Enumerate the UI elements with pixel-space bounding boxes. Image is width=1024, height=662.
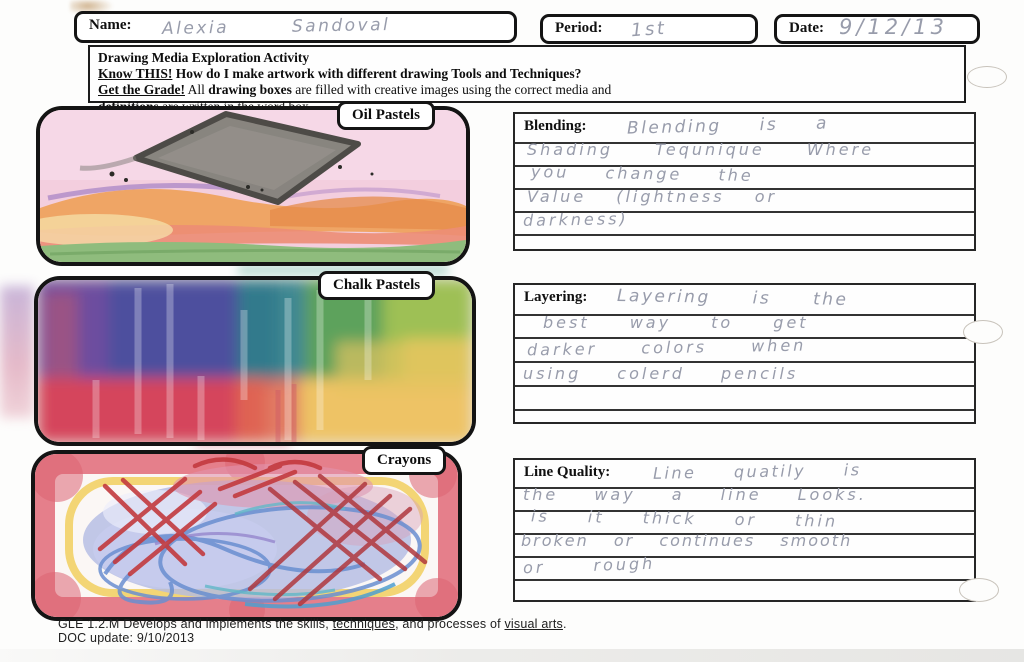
layering-handwriting-line-1: Layering is the xyxy=(616,285,849,311)
hole-punch-top xyxy=(967,66,1007,88)
scanner-edge-shadow xyxy=(0,649,1024,662)
blending-handwriting-line-3: you change the xyxy=(530,162,754,185)
know-this-text: How do I make artwork with different drawing Tools and Techniques? xyxy=(172,66,582,82)
chalk-pastels-drawing-box xyxy=(34,276,476,446)
line-quality-handwriting-line-3: is it thick or thin xyxy=(530,506,839,531)
get-grade-lead: Get the Grade! xyxy=(98,82,185,98)
blending-handwriting-line-5: darkness) xyxy=(522,209,629,230)
gle-text-1: GLE 1.2.M Develops and implements the skills, xyxy=(58,617,333,631)
chalk-pastels-label-text: Chalk Pastels xyxy=(333,277,421,293)
line-quality-handwriting-line-5: or rough xyxy=(522,553,656,578)
instructions-title: Drawing Media Exploration Activity xyxy=(98,50,310,65)
chalk-smudge-left xyxy=(0,286,34,418)
gle-underline-visual-arts: visual arts xyxy=(504,617,563,631)
get-grade-text-2: are filled with creative images using the correct media and xyxy=(291,82,612,98)
instructions-box xyxy=(88,45,966,103)
date-label: Date: xyxy=(789,20,824,36)
gle-underline-techniques: techniques xyxy=(332,617,396,631)
crayons-artwork xyxy=(35,454,458,617)
period-field-box xyxy=(540,14,758,44)
name-handwriting: Alexia Sandoval xyxy=(161,15,391,39)
oil-pastels-label xyxy=(337,101,435,130)
footer-gle-line xyxy=(58,617,567,631)
footer-doc-update: DOC update: 9/10/2013 xyxy=(58,631,195,645)
layering-label: Layering: xyxy=(524,289,588,305)
ruled-line xyxy=(515,409,974,411)
layering-handwriting-line-3: darker colors when xyxy=(526,335,807,360)
line-quality-label: Line Quality: xyxy=(524,464,611,480)
layering-handwriting-line-2: best way to get xyxy=(543,313,809,332)
ruled-line xyxy=(515,385,974,387)
crayons-label-text: Crayons xyxy=(377,452,432,468)
chalk-pastels-artwork xyxy=(38,280,472,442)
date-field-box xyxy=(774,14,980,44)
line-quality-handwriting-line-4: broken or continues smooth xyxy=(521,531,853,550)
layering-definition-box xyxy=(513,283,976,424)
crayons-drawing-box xyxy=(31,450,462,621)
line-quality-handwriting-line-1: Line quatily is xyxy=(652,460,862,483)
name-label: Name: xyxy=(89,17,132,33)
line-quality-handwriting-line-2: the way a line Looks. xyxy=(523,485,867,504)
date-handwriting: 9/12/13 xyxy=(839,15,948,39)
oil-pastels-label-text: Oil Pastels xyxy=(352,107,420,123)
line-quality-definition-box xyxy=(513,458,976,602)
get-grade-text-1: All xyxy=(184,82,209,98)
ruled-line xyxy=(515,234,974,236)
layering-handwriting-line-4: using colerd pencils xyxy=(523,364,799,383)
crayons-label xyxy=(362,446,446,475)
chalk-pastels-label xyxy=(318,271,435,300)
blending-handwriting-line-4: Value (lightness or xyxy=(527,187,778,206)
blending-handwriting-line-2: Shading Tequnique Where xyxy=(527,140,875,159)
blending-definition-box xyxy=(513,112,976,251)
period-label: Period: xyxy=(555,20,603,36)
get-grade-bold-1: drawing boxes xyxy=(208,82,292,98)
blending-label: Blending: xyxy=(524,118,587,134)
gle-text-3: . xyxy=(562,617,567,631)
oil-pastels-artwork xyxy=(40,110,466,262)
ruled-line xyxy=(515,579,974,581)
hole-punch-bottom xyxy=(959,578,999,602)
gle-text-2: , and processes of xyxy=(395,617,505,631)
name-field-box xyxy=(74,11,517,43)
oil-pastels-drawing-box xyxy=(36,106,470,266)
ruled-line xyxy=(515,361,974,363)
blending-handwriting-line-1: Blending is a xyxy=(626,113,830,139)
hole-punch-middle xyxy=(963,320,1003,344)
period-handwriting: 1st xyxy=(630,17,668,42)
know-this-lead: Know THIS! xyxy=(98,66,173,82)
